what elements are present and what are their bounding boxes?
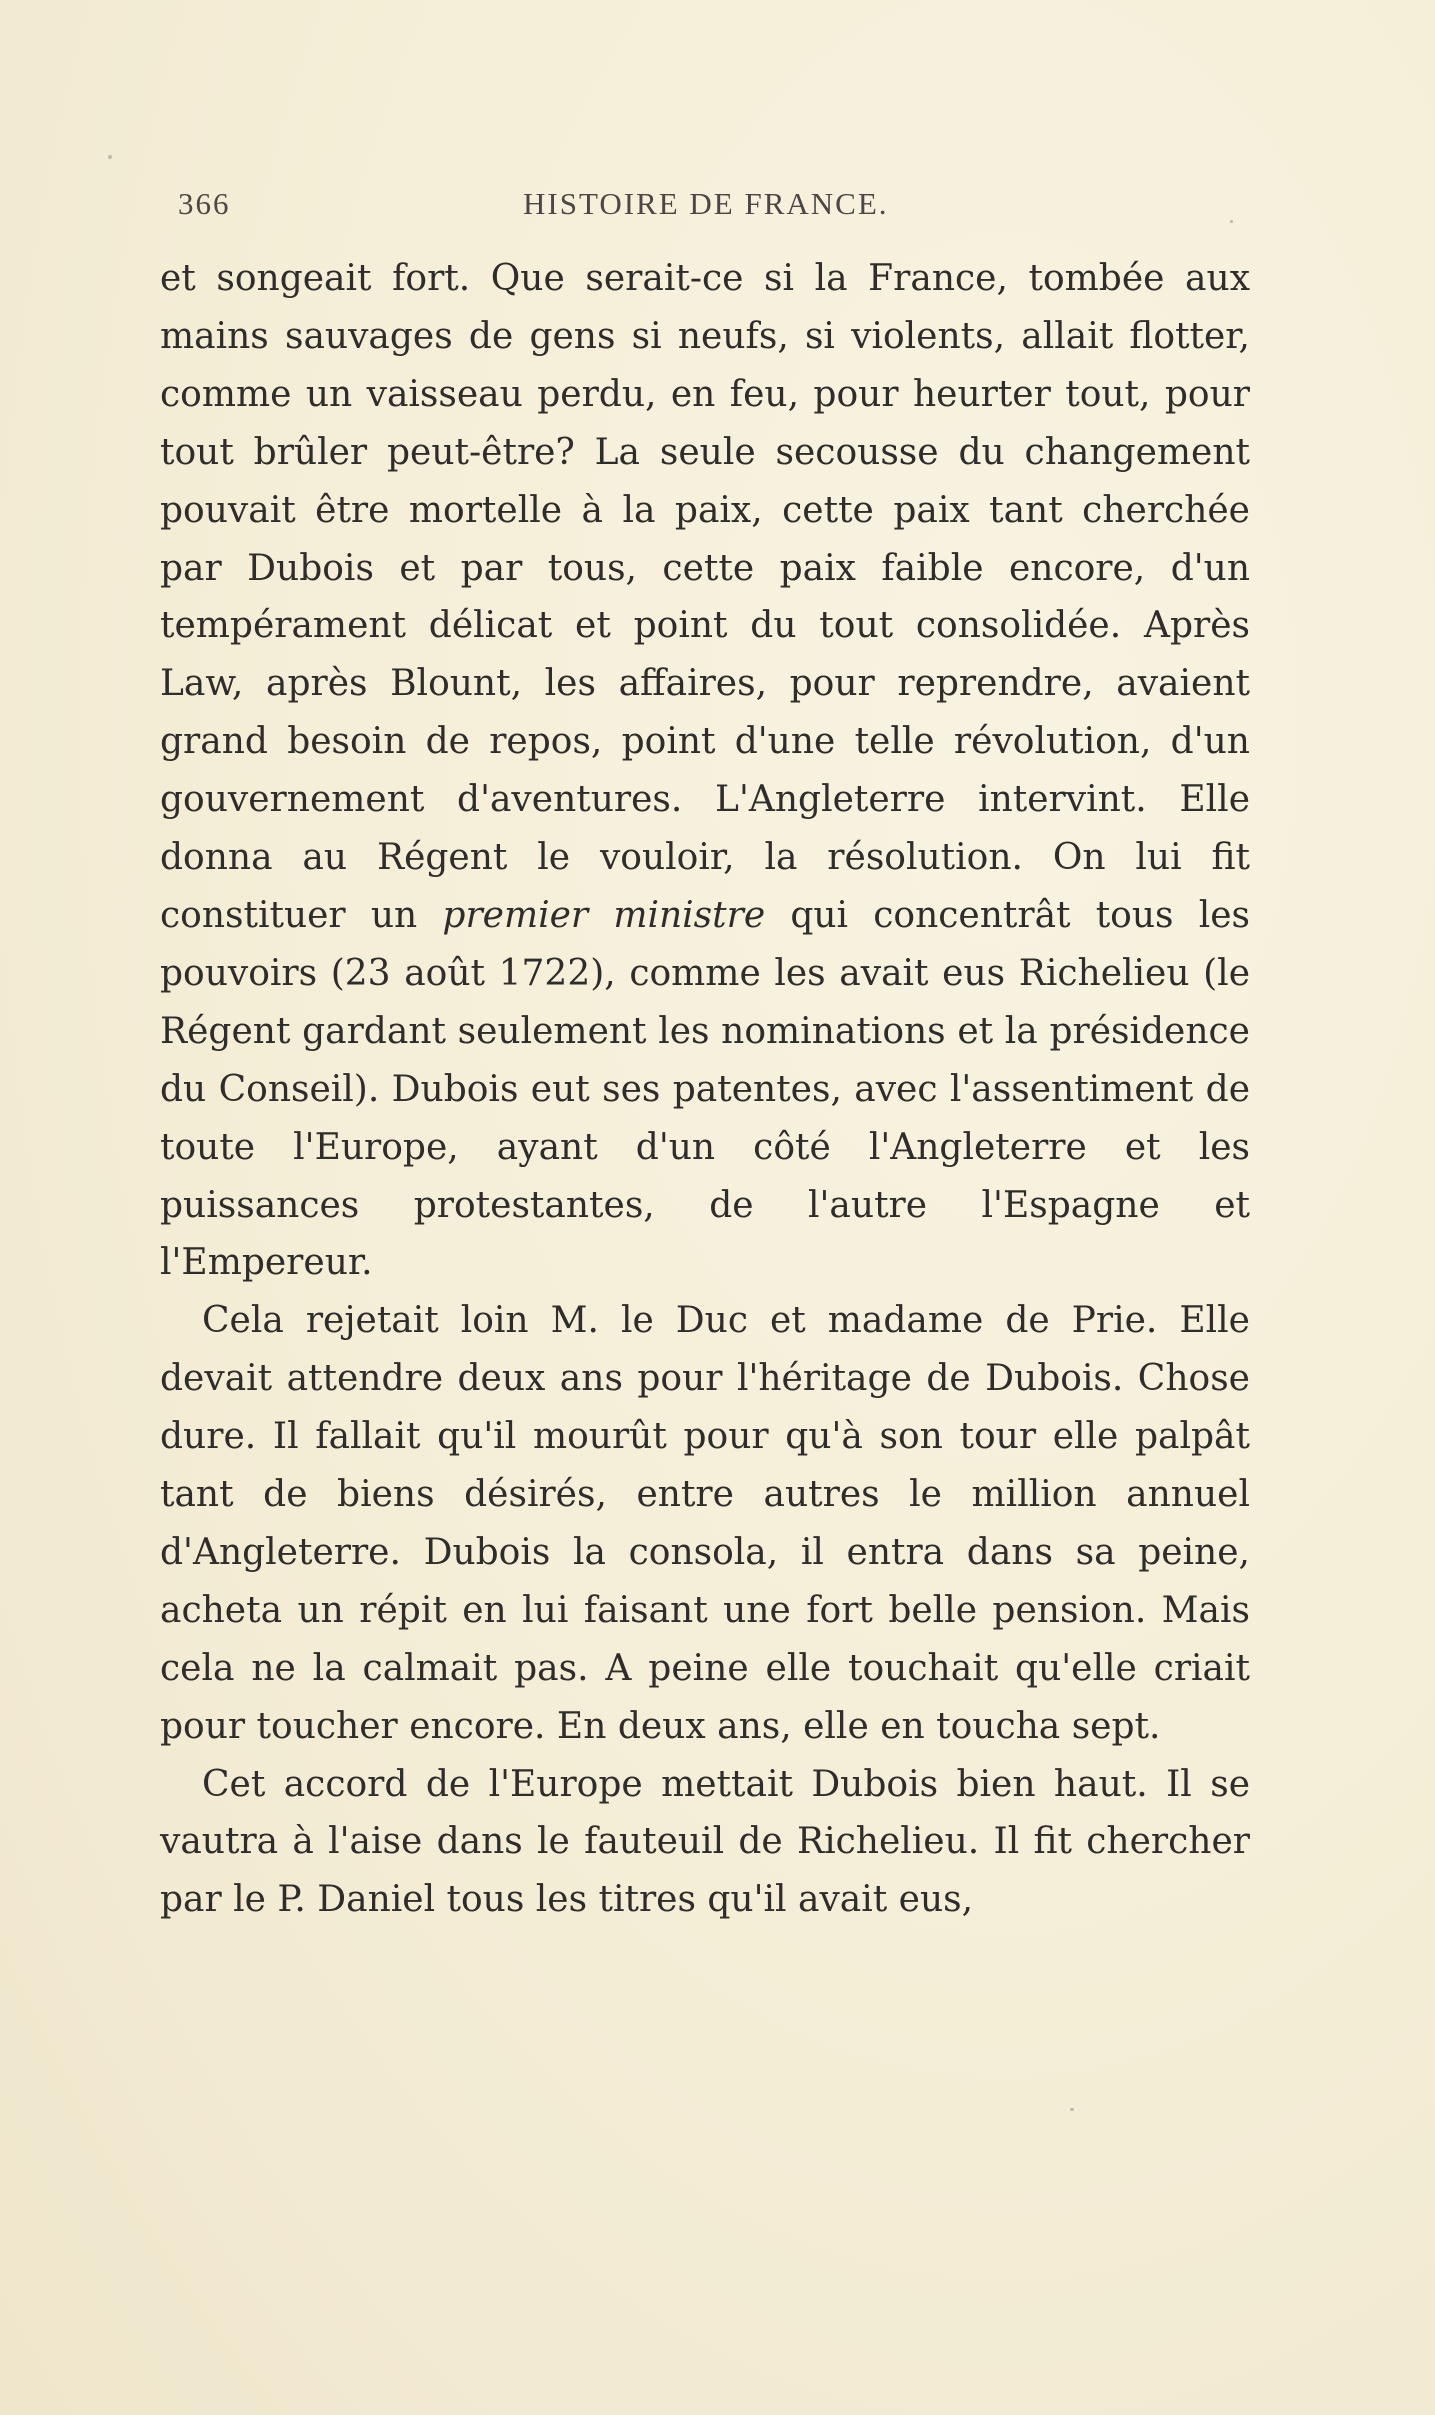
paragraph-3: Cet accord de l'Europe mettait Dubois bien haut. Il se vautra à l'aise dans le fauteuil de Richelieu. Il fit chercher par le P. Daniel tous les titres qu'il avait eus, <box>160 1763 1250 1921</box>
italic-term: premier ministre <box>442 894 766 936</box>
paragraph-1-text-b: qui concentrât tous les pouvoirs (23 août 1722), comme les avait eus Richelieu (le Régent gardant seulement les nominations et la présidence du Conseil). Dubois eut ses patentes, avec l'assentiment de toute l'Europe, ayant d'un côté l'Angleterre et les puissances protestantes, de l'autre l'Espagne et l'Empereur. <box>160 894 1250 1284</box>
paragraph-2: Cela rejetait loin M. le Duc et madame de Prie. Elle devait attendre deux ans pour l'héritage de Dubois. Chose dure. Il fallait qu'il mourût pour qu'à son tour elle palpât tant de biens désirés, entre autres le million annuel d'Angleterre. Dubois la consola, il entra dans sa peine, acheta un répit en lui faisant une fort belle pension. Mais cela ne la calmait pas. A peine elle touchait qu'elle criait pour toucher encore. En deux ans, elle en toucha sept. <box>160 1300 1250 1747</box>
scan-speck <box>1070 2108 1074 2111</box>
running-head <box>178 186 1248 234</box>
running-title: HISTOIRE DE FRANCE. <box>523 186 889 221</box>
body-text <box>160 250 1250 1929</box>
paragraph-1 <box>160 250 1250 1292</box>
page-number: 366 <box>178 186 231 221</box>
paragraph-1-text-a: et songeait fort. Que serait-ce si la France, tombée aux mains sauvages de gens si neufs, si violents, allait flotter, comme un vaisseau perdu, en feu, pour heurter tout, pour tout brûler peut-être? La seule secousse du changement pouvait être mortelle à la paix, cette paix tant cherchée par Dubois et par tous, cette paix faible encore, d'un tempérament délicat et point du tout consolidée. Après Law, après Blount, les affaires, pour reprendre, avaient grand besoin de repos, point d'une telle révolution, d'un gouvernement d'aventures. L'Angleterre intervint. Elle donna au Régent le vouloir, la résolution. On lui fit constituer un <box>160 258 1250 936</box>
scan-speck <box>108 155 112 159</box>
